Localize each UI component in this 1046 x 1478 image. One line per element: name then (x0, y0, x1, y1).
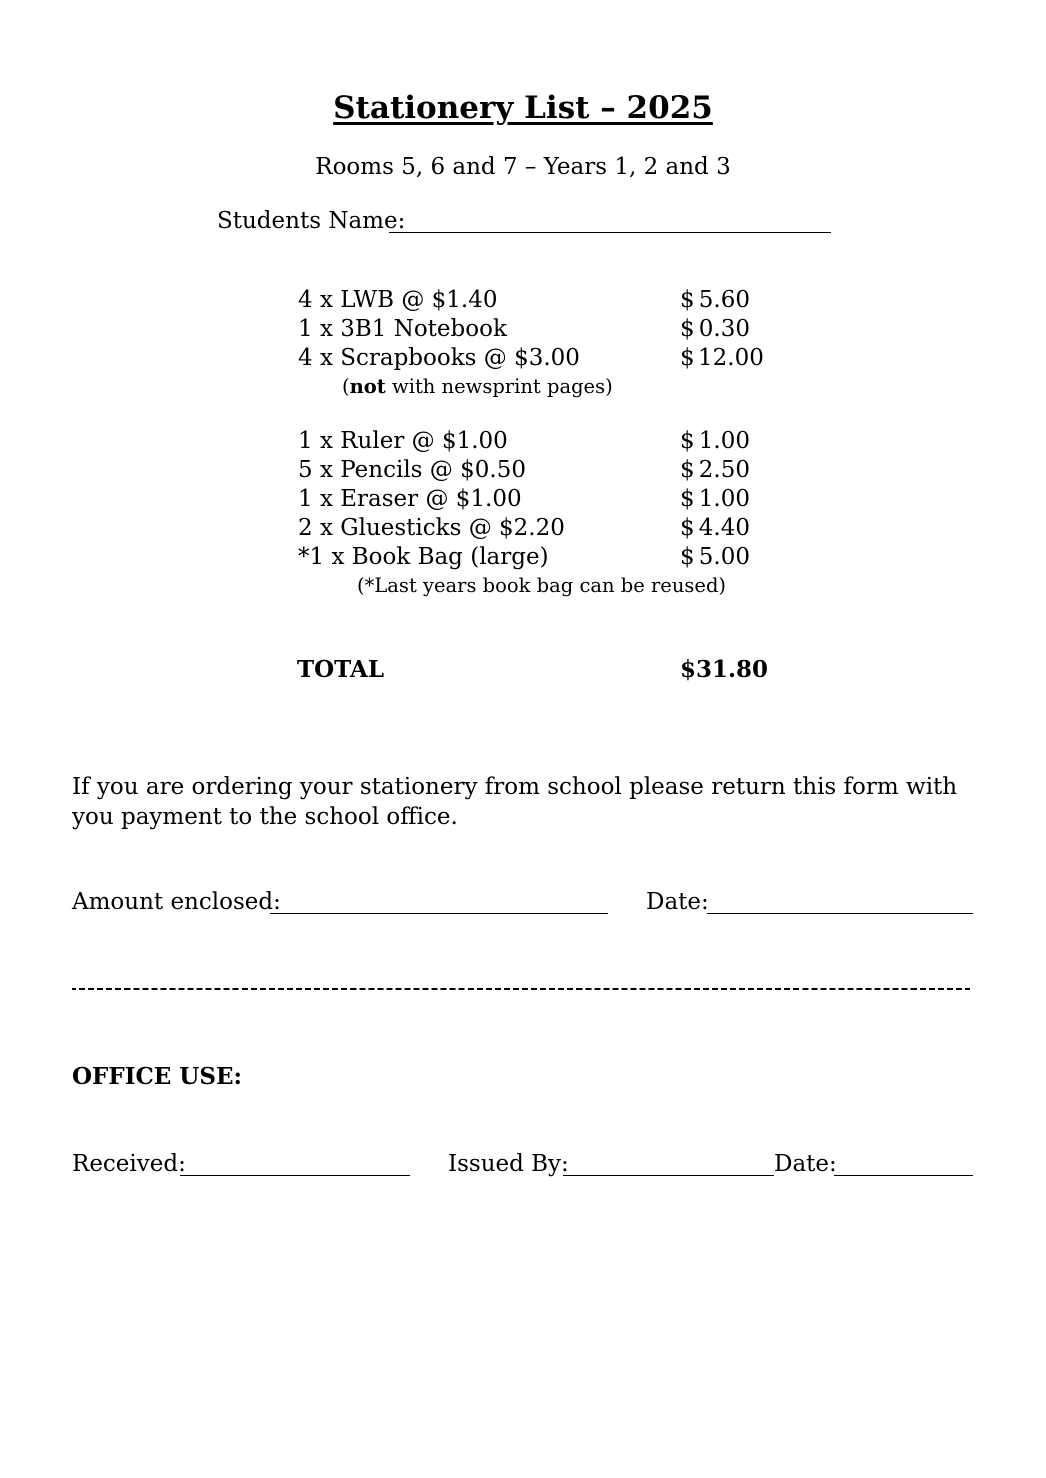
page-title: Stationery List – 2025 (333, 90, 713, 126)
page-subtitle: Rooms 5, 6 and 7 – Years 1, 2 and 3 (315, 154, 731, 180)
note-bold: not (349, 375, 386, 398)
price-amount: 5.00 (698, 544, 750, 570)
note-open: ( (342, 375, 350, 398)
date-label: Date: (646, 889, 709, 915)
price-amount: 12.00 (698, 345, 764, 371)
price-amount: 1.00 (698, 486, 750, 512)
item-label: 1 x Ruler @ $1.00 (298, 428, 508, 454)
amount-enclosed-field[interactable] (270, 913, 608, 914)
item-price (680, 428, 752, 454)
price-currency: $ (680, 428, 695, 454)
date-field[interactable] (707, 913, 973, 914)
student-name-label: Students Name: (217, 208, 406, 234)
issued-by-field[interactable] (563, 1175, 774, 1176)
item-price (680, 457, 752, 483)
item-price (680, 345, 764, 371)
total-value: $31.80 (680, 656, 769, 683)
received-label: Received: (72, 1151, 186, 1177)
note-rest: with newsprint pages) (385, 375, 613, 398)
item-label: 2 x Gluesticks @ $2.20 (298, 515, 565, 541)
price-currency: $ (680, 544, 695, 570)
price-currency: $ (680, 316, 695, 342)
price-currency: $ (680, 486, 695, 512)
total-label: TOTAL (297, 656, 385, 683)
amount-enclosed-label: Amount enclosed: (72, 889, 281, 915)
item-price (680, 544, 752, 570)
price-amount: 5.60 (698, 287, 750, 313)
price-currency: $ (680, 345, 695, 371)
price-currency: $ (680, 287, 695, 313)
office-date-field[interactable] (834, 1175, 973, 1176)
item-label: 5 x Pencils @ $0.50 (298, 457, 526, 483)
item-price (680, 486, 752, 512)
scrapbook-note (342, 375, 613, 398)
item-label: 4 x Scrapbooks @ $3.00 (298, 345, 580, 371)
price-amount: 0.30 (698, 316, 750, 342)
price-amount: 4.40 (698, 515, 750, 541)
item-label: *1 x Book Bag (large) (298, 544, 549, 570)
item-label: 1 x Eraser @ $1.00 (298, 486, 522, 512)
price-currency: $ (680, 515, 695, 541)
price-amount: 2.50 (698, 457, 750, 483)
book-bag-note: (*Last years book bag can be reused) (357, 574, 727, 597)
price-currency: $ (680, 457, 695, 483)
cut-line-divider (72, 988, 970, 990)
item-price (680, 287, 752, 313)
instructions-paragraph: If you are ordering your stationery from school please return this form with you payment to the school office. (72, 774, 958, 830)
office-use-heading: OFFICE USE: (72, 1063, 242, 1090)
issued-by-label: Issued By: (448, 1151, 569, 1177)
item-price (680, 515, 752, 541)
received-field[interactable] (180, 1175, 410, 1176)
item-label: 1 x 3B1 Notebook (298, 316, 507, 342)
item-label: 4 x LWB @ $1.40 (298, 287, 498, 313)
office-date-label: Date: (774, 1151, 837, 1177)
item-price (680, 316, 752, 342)
student-name-field[interactable] (389, 232, 831, 233)
price-amount: 1.00 (698, 428, 750, 454)
